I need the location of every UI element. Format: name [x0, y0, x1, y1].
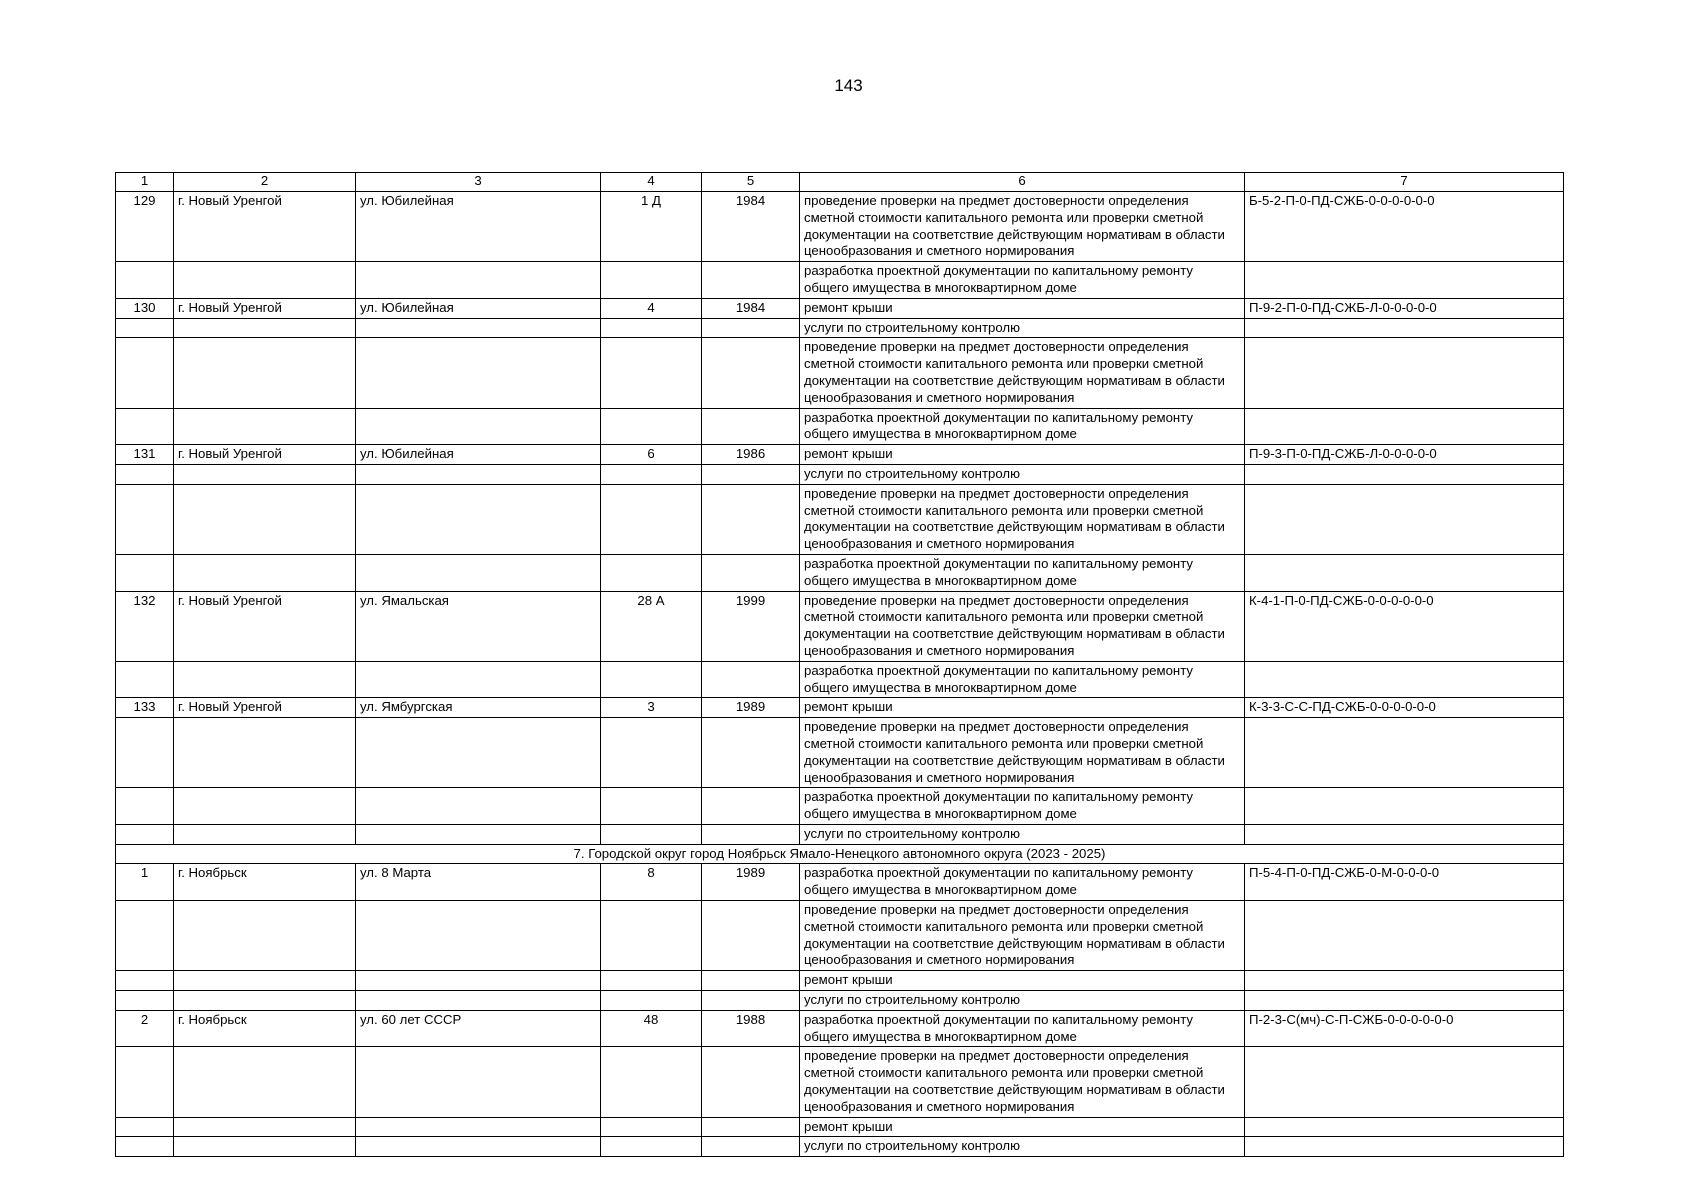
table-row — [116, 1010, 1564, 1047]
row-number-cell — [116, 464, 174, 484]
city-cell — [174, 718, 356, 788]
work-type-cell: ремонт крыши — [800, 971, 1245, 991]
house-number-cell: 8 — [601, 864, 702, 901]
building-code-cell — [1245, 971, 1564, 991]
work-type-cell: разработка проектной документации по капитальному ремонту общего имущества в многоквартирном доме — [800, 554, 1245, 591]
header-cell: 6 — [800, 173, 1245, 192]
table-row — [116, 718, 1564, 788]
city-cell — [174, 824, 356, 844]
work-type-cell: услуги по строительному контролю — [800, 1137, 1245, 1157]
building-code-cell — [1245, 991, 1564, 1011]
year-built-cell: 1984 — [702, 192, 800, 262]
house-number-cell — [601, 971, 702, 991]
street-cell: ул. 60 лет СССР — [356, 1010, 601, 1047]
row-number-cell — [116, 1137, 174, 1157]
header-cell: 2 — [174, 173, 356, 192]
city-cell: г. Новый Уренгой — [174, 698, 356, 718]
year-built-cell: 1989 — [702, 864, 800, 901]
table-row — [116, 262, 1564, 299]
work-type-cell: разработка проектной документации по капитальному ремонту общего имущества в многоквартирном доме — [800, 1010, 1245, 1047]
street-cell: ул. Юбилейная — [356, 192, 601, 262]
city-cell — [174, 318, 356, 338]
table-row — [116, 971, 1564, 991]
header-cell: 1 — [116, 173, 174, 192]
year-built-cell — [702, 824, 800, 844]
street-cell: ул. 8 Марта — [356, 864, 601, 901]
work-type-cell: услуги по строительному контролю — [800, 824, 1245, 844]
header-row — [116, 173, 1564, 192]
work-type-cell: услуги по строительному контролю — [800, 318, 1245, 338]
row-number-cell — [116, 971, 174, 991]
street-cell: ул. Юбилейная — [356, 445, 601, 465]
table-row — [116, 864, 1564, 901]
year-built-cell — [702, 408, 800, 445]
city-cell — [174, 554, 356, 591]
table-row — [116, 192, 1564, 262]
table-row — [116, 554, 1564, 591]
work-type-cell: проведение проверки на предмет достоверности определения сметной стоимости капитального ремонта или проверки сметной документации на соответствие действующим нормативам в области ценообразования и сметного нормирования — [800, 901, 1245, 971]
work-type-cell: проведение проверки на предмет достоверности определения сметной стоимости капитального ремонта или проверки сметной документации на соответствие действующим нормативам в области ценообразования и сметного нормирования — [800, 591, 1245, 661]
row-number-cell — [116, 1047, 174, 1117]
year-built-cell — [702, 338, 800, 408]
building-code-cell: П-9-2-П-0-ПД-СЖБ-Л-0-0-0-0-0 — [1245, 298, 1564, 318]
building-code-cell — [1245, 901, 1564, 971]
year-built-cell — [702, 554, 800, 591]
work-type-cell: проведение проверки на предмет достоверности определения сметной стоимости капитального ремонта или проверки сметной документации на соответствие действующим нормативам в области ценообразования и сметного нормирования — [800, 484, 1245, 554]
house-number-cell — [601, 718, 702, 788]
page-number: 143 — [834, 76, 863, 95]
header-cell: 7 — [1245, 173, 1564, 192]
work-type-cell: разработка проектной документации по капитальному ремонту общего имущества в многоквартирном доме — [800, 262, 1245, 299]
table-body — [116, 192, 1564, 1157]
house-number-cell — [601, 554, 702, 591]
city-cell — [174, 991, 356, 1011]
city-cell: г. Новый Уренгой — [174, 192, 356, 262]
work-type-cell: проведение проверки на предмет достоверности определения сметной стоимости капитального ремонта или проверки сметной документации на соответствие действующим нормативам в области ценообразования и сметного нормирования — [800, 192, 1245, 262]
house-number-cell: 6 — [601, 445, 702, 465]
header-cell: 3 — [356, 173, 601, 192]
year-built-cell — [702, 484, 800, 554]
row-number-cell — [116, 338, 174, 408]
year-built-cell: 1999 — [702, 591, 800, 661]
street-cell — [356, 1137, 601, 1157]
table-row — [116, 591, 1564, 661]
row-number-cell: 1 — [116, 864, 174, 901]
city-cell: г. Новый Уренгой — [174, 445, 356, 465]
table-row — [116, 991, 1564, 1011]
year-built-cell — [702, 262, 800, 299]
house-number-cell — [601, 1047, 702, 1117]
header-cell: 5 — [702, 173, 800, 192]
year-built-cell: 1988 — [702, 1010, 800, 1047]
street-cell — [356, 1117, 601, 1137]
house-number-cell: 48 — [601, 1010, 702, 1047]
street-cell — [356, 788, 601, 825]
building-code-cell: К-3-3-С-С-ПД-СЖБ-0-0-0-0-0-0 — [1245, 698, 1564, 718]
city-cell — [174, 484, 356, 554]
work-type-cell: ремонт крыши — [800, 445, 1245, 465]
house-number-cell — [601, 901, 702, 971]
work-type-cell: разработка проектной документации по капитальному ремонту общего имущества в многоквартирном доме — [800, 864, 1245, 901]
work-type-cell: проведение проверки на предмет достоверности определения сметной стоимости капитального ремонта или проверки сметной документации на соответствие действующим нормативам в области ценообразования и сметного нормирования — [800, 1047, 1245, 1117]
street-cell — [356, 318, 601, 338]
city-cell — [174, 1047, 356, 1117]
row-number-cell — [116, 661, 174, 698]
year-built-cell — [702, 661, 800, 698]
row-number-cell: 2 — [116, 1010, 174, 1047]
building-code-cell: Б-5-2-П-0-ПД-СЖБ-0-0-0-0-0-0 — [1245, 192, 1564, 262]
street-cell: ул. Ямбургская — [356, 698, 601, 718]
building-code-cell — [1245, 1047, 1564, 1117]
table-row — [116, 1047, 1564, 1117]
work-type-cell: проведение проверки на предмет достоверности определения сметной стоимости капитального ремонта или проверки сметной документации на соответствие действующим нормативам в области ценообразования и сметного нормирования — [800, 338, 1245, 408]
house-number-cell — [601, 464, 702, 484]
building-code-cell — [1245, 824, 1564, 844]
house-number-cell: 28 А — [601, 591, 702, 661]
city-cell: г. Ноябрьск — [174, 1010, 356, 1047]
row-number-cell — [116, 262, 174, 299]
house-number-cell: 1 Д — [601, 192, 702, 262]
row-number-cell: 133 — [116, 698, 174, 718]
year-built-cell — [702, 1117, 800, 1137]
year-built-cell — [702, 1047, 800, 1117]
building-code-cell — [1245, 718, 1564, 788]
house-number-cell — [601, 1137, 702, 1157]
table-row — [116, 1117, 1564, 1137]
building-code-cell — [1245, 464, 1564, 484]
street-cell — [356, 554, 601, 591]
city-cell — [174, 464, 356, 484]
row-number-cell — [116, 1117, 174, 1137]
building-code-cell — [1245, 318, 1564, 338]
table-row — [116, 901, 1564, 971]
building-code-cell: К-4-1-П-0-ПД-СЖБ-0-0-0-0-0-0 — [1245, 591, 1564, 661]
row-number-cell — [116, 901, 174, 971]
section-title: 7. Городской округ город Ноябрьск Ямало-Ненецкого автономного округа (2023 - 2025) — [116, 844, 1564, 864]
building-code-cell — [1245, 554, 1564, 591]
house-number-cell — [601, 824, 702, 844]
house-number-cell — [601, 318, 702, 338]
row-number-cell — [116, 718, 174, 788]
building-code-cell — [1245, 1137, 1564, 1157]
city-cell: г. Новый Уренгой — [174, 298, 356, 318]
building-code-cell — [1245, 338, 1564, 408]
building-code-cell — [1245, 484, 1564, 554]
row-number-cell: 129 — [116, 192, 174, 262]
table-row — [116, 338, 1564, 408]
work-type-cell: ремонт крыши — [800, 698, 1245, 718]
building-code-cell: П-2-3-С(мч)-С-П-СЖБ-0-0-0-0-0-0 — [1245, 1010, 1564, 1047]
table-row — [116, 1137, 1564, 1157]
row-number-cell — [116, 318, 174, 338]
house-number-cell — [601, 338, 702, 408]
street-cell — [356, 408, 601, 445]
row-number-cell — [116, 788, 174, 825]
city-cell — [174, 661, 356, 698]
year-built-cell: 1989 — [702, 698, 800, 718]
house-number-cell: 4 — [601, 298, 702, 318]
street-cell — [356, 661, 601, 698]
building-code-cell — [1245, 1117, 1564, 1137]
repair-schedule-table — [115, 172, 1564, 1157]
work-type-cell: проведение проверки на предмет достоверности определения сметной стоимости капитального ремонта или проверки сметной документации на соответствие действующим нормативам в области ценообразования и сметного нормирования — [800, 718, 1245, 788]
year-built-cell — [702, 464, 800, 484]
city-cell — [174, 1137, 356, 1157]
table-row — [116, 661, 1564, 698]
house-number-cell — [601, 788, 702, 825]
year-built-cell: 1984 — [702, 298, 800, 318]
house-number-cell — [601, 1117, 702, 1137]
row-number-cell: 131 — [116, 445, 174, 465]
table-row — [116, 464, 1564, 484]
house-number-cell — [601, 991, 702, 1011]
street-cell — [356, 484, 601, 554]
street-cell: ул. Ямальская — [356, 591, 601, 661]
table-row — [116, 445, 1564, 465]
work-type-cell: ремонт крыши — [800, 298, 1245, 318]
header-cell: 4 — [601, 173, 702, 192]
row-number-cell: 132 — [116, 591, 174, 661]
table-row — [116, 698, 1564, 718]
work-type-cell: разработка проектной документации по капитальному ремонту общего имущества в многоквартирном доме — [800, 408, 1245, 445]
street-cell — [356, 1047, 601, 1117]
work-type-cell: ремонт крыши — [800, 1117, 1245, 1137]
street-cell — [356, 901, 601, 971]
street-cell — [356, 338, 601, 408]
building-code-cell: П-5-4-П-0-ПД-СЖБ-0-М-0-0-0-0 — [1245, 864, 1564, 901]
row-number-cell: 130 — [116, 298, 174, 318]
city-cell — [174, 901, 356, 971]
city-cell: г. Ноябрьск — [174, 864, 356, 901]
street-cell — [356, 991, 601, 1011]
work-type-cell: разработка проектной документации по капитальному ремонту общего имущества в многоквартирном доме — [800, 661, 1245, 698]
year-built-cell — [702, 788, 800, 825]
street-cell — [356, 262, 601, 299]
street-cell — [356, 824, 601, 844]
city-cell — [174, 338, 356, 408]
city-cell — [174, 971, 356, 991]
table-row — [116, 824, 1564, 844]
row-number-cell — [116, 824, 174, 844]
building-code-cell — [1245, 661, 1564, 698]
building-code-cell — [1245, 408, 1564, 445]
street-cell — [356, 464, 601, 484]
city-cell: г. Новый Уренгой — [174, 591, 356, 661]
row-number-cell — [116, 991, 174, 1011]
street-cell — [356, 718, 601, 788]
work-type-cell: разработка проектной документации по капитальному ремонту общего имущества в многоквартирном доме — [800, 788, 1245, 825]
year-built-cell — [702, 318, 800, 338]
work-type-cell: услуги по строительному контролю — [800, 991, 1245, 1011]
row-number-cell — [116, 554, 174, 591]
table-row — [116, 318, 1564, 338]
table-row — [116, 408, 1564, 445]
section-row — [116, 844, 1564, 864]
city-cell — [174, 788, 356, 825]
row-number-cell — [116, 484, 174, 554]
house-number-cell — [601, 262, 702, 299]
building-code-cell: П-9-3-П-0-ПД-СЖБ-Л-0-0-0-0-0 — [1245, 445, 1564, 465]
city-cell — [174, 408, 356, 445]
year-built-cell — [702, 1137, 800, 1157]
city-cell — [174, 262, 356, 299]
row-number-cell — [116, 408, 174, 445]
year-built-cell — [702, 971, 800, 991]
table-row — [116, 788, 1564, 825]
building-code-cell — [1245, 788, 1564, 825]
year-built-cell: 1986 — [702, 445, 800, 465]
street-cell: ул. Юбилейная — [356, 298, 601, 318]
year-built-cell — [702, 718, 800, 788]
year-built-cell — [702, 991, 800, 1011]
house-number-cell — [601, 408, 702, 445]
year-built-cell — [702, 901, 800, 971]
table-row — [116, 484, 1564, 554]
street-cell — [356, 971, 601, 991]
house-number-cell — [601, 661, 702, 698]
building-code-cell — [1245, 262, 1564, 299]
house-number-cell — [601, 484, 702, 554]
house-number-cell: 3 — [601, 698, 702, 718]
table-row — [116, 298, 1564, 318]
city-cell — [174, 1117, 356, 1137]
work-type-cell: услуги по строительному контролю — [800, 464, 1245, 484]
